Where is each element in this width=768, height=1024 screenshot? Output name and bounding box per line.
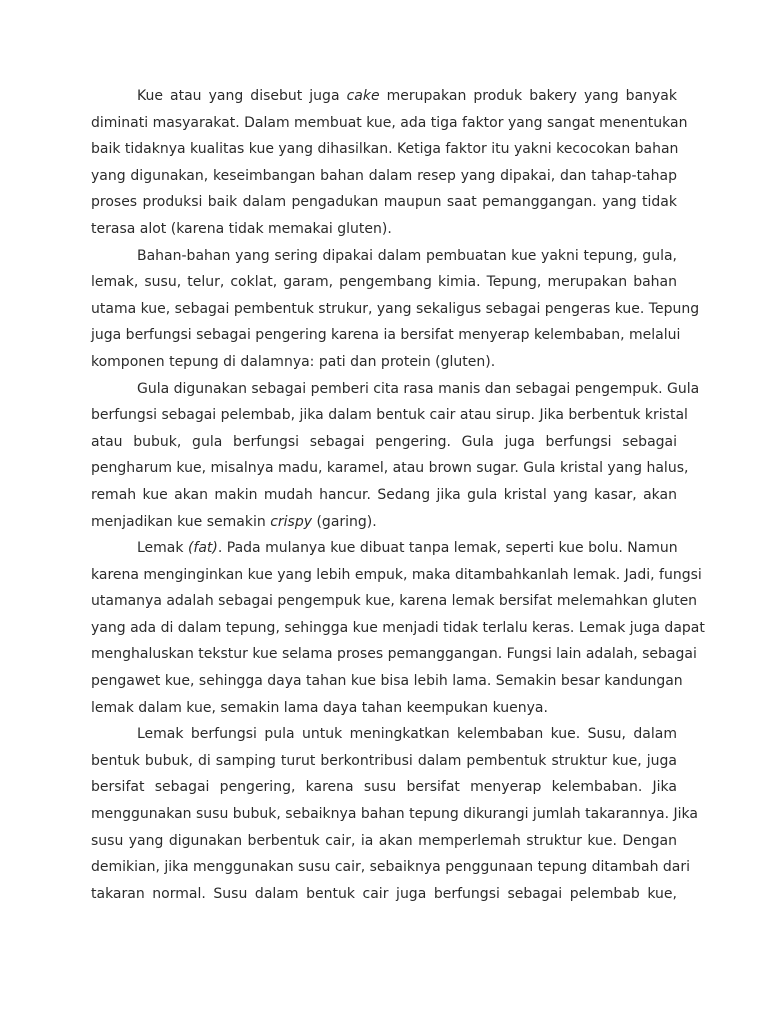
text-line: utamanya adalah sebagai pengempuk kue, karena lemak bersifat melemahkan gluten	[91, 593, 698, 610]
text-line: Bahan-bahan yang sering dipakai dalam pembuatan kue yakni tepung, gula,	[137, 247, 677, 264]
text-line: diminati masyarakat. Dalam membuat kue, ada tiga faktor yang sangat menentukan	[91, 114, 688, 131]
text-line: lemak dalam kue, semakin lama daya tahan keempukan kuenya.	[91, 699, 548, 716]
text-line: pengawet kue, sehingga daya tahan kue bisa lebih lama. Semakin besar kandungan	[91, 673, 683, 690]
text-line: yang digunakan, keseimbangan bahan dalam resep yang dipakai, dan tahap-tahap	[91, 167, 677, 184]
text-line: Lemak berfungsi pula untuk meningkatkan kelembaban kue. Susu, dalam	[137, 726, 677, 743]
text-line: susu yang digunakan berbentuk cair, ia akan memperlemah struktur kue. Dengan	[91, 832, 677, 849]
paragraph-1	[91, 83, 688, 243]
text-line: karena menginginkan kue yang lebih empuk, maka ditambahkanlah lemak. Jadi, fungsi	[91, 566, 702, 583]
italic-term: crispy	[270, 513, 313, 530]
text-line: atau bubuk, gula berfungsi sebagai pengering. Gula juga berfungsi sebagai	[91, 433, 677, 450]
text-line: komponen tepung di dalamnya: pati dan protein (gluten).	[91, 353, 496, 370]
text-line: demikian, jika menggunakan susu cair, sebaiknya penggunaan tepung ditambah dari	[91, 859, 691, 876]
paragraph-2	[91, 243, 700, 376]
italic-term: (fat)	[187, 540, 218, 557]
text-line: lemak, susu, telur, coklat, garam, pengembang kimia. Tepung, merupakan bahan	[91, 274, 677, 291]
text-line: proses produksi baik dalam pengadukan maupun saat pemanggangan. yang tidak	[91, 194, 677, 211]
text-line: bersifat sebagai pengering, karena susu bersifat menyerap kelembaban. Jika	[91, 779, 677, 796]
text-line: menghaluskan tekstur kue selama proses pemanggangan. Fungsi lain adalah, sebagai	[91, 646, 697, 663]
text-line: menggunakan susu bubuk, sebaiknya bahan tepung dikurangi jumlah takarannya. Jika	[91, 806, 698, 823]
text-line: remah kue akan makin mudah hancur. Sedang jika gula kristal yang kasar, akan	[91, 486, 677, 503]
italic-term: cake	[346, 88, 380, 104]
text-line: baik tidaknya kualitas kue yang dihasilkan. Ketiga faktor itu yakni kecocokan bahan	[91, 141, 679, 158]
text-line: Kue atau yang disebut juga cake merupakan produk bakery yang banyak	[137, 88, 677, 104]
text-line: takaran normal. Susu dalam bentuk cair juga berfungsi sebagai pelembab kue,	[91, 885, 677, 902]
text-line: juga berfungsi sebagai pengering karena ia bersifat menyerap kelembaban, melalui	[91, 327, 681, 344]
text-line: menjadikan kue semakin crispy (garing).	[91, 513, 377, 530]
paragraph-5	[91, 721, 698, 907]
text-line: yang ada di dalam tepung, sehingga kue menjadi tidak terlalu keras. Lemak juga dapat	[91, 619, 705, 636]
text-line: Gula digunakan sebagai pemberi cita rasa manis dan sebagai pengempuk. Gula	[137, 380, 700, 397]
document-body	[91, 83, 705, 907]
text-line: utama kue, sebagai pembentuk strukur, yang sekaligus sebagai pengeras kue. Tepung	[91, 300, 700, 317]
text-line: terasa alot (karena tidak memakai gluten).	[91, 220, 392, 237]
text-line: berfungsi sebagai pelembab, jika dalam bentuk cair atau sirup. Jika berbentuk kristal	[91, 407, 688, 424]
text-line: pengharum kue, misalnya madu, karamel, atau brown sugar. Gula kristal yang halus,	[91, 460, 689, 477]
text-line: Lemak (fat). Pada mulanya kue dibuat tanpa lemak, seperti kue bolu. Namun	[137, 540, 678, 557]
paragraph-4	[91, 535, 705, 721]
paragraph-3	[91, 376, 700, 536]
text-line: bentuk bubuk, di samping turut berkontribusi dalam pembentuk struktur kue, juga	[91, 752, 677, 769]
